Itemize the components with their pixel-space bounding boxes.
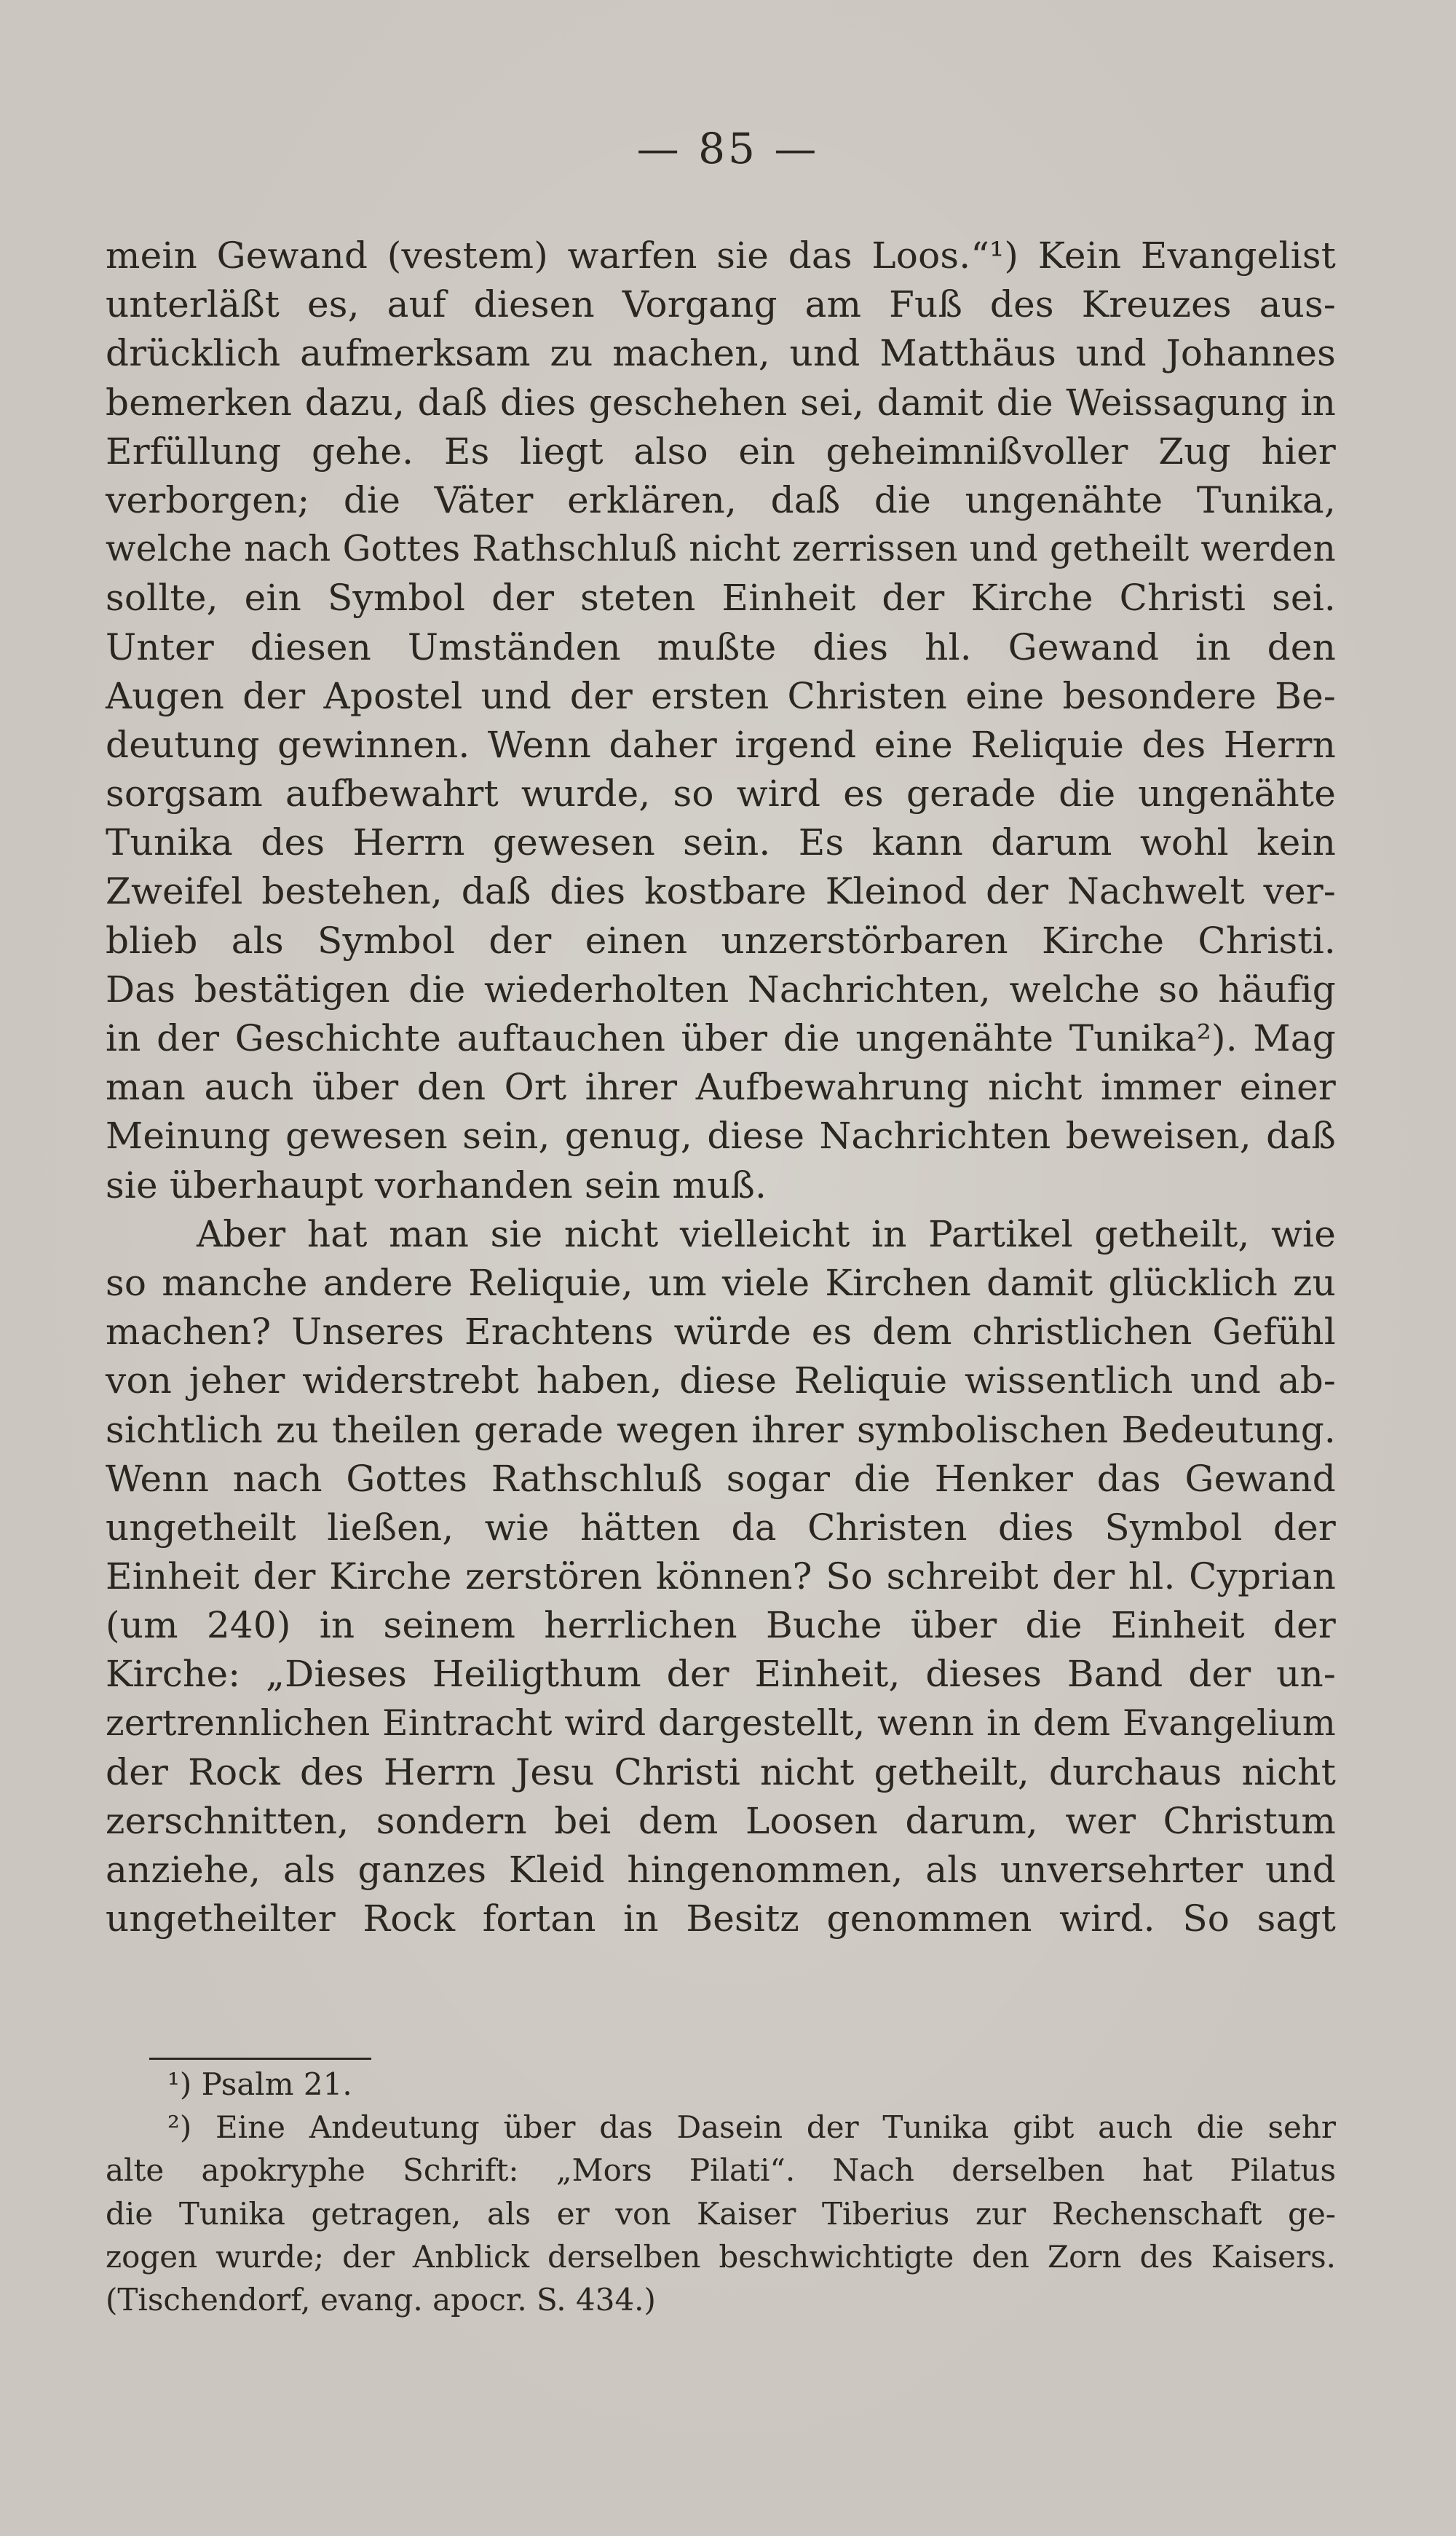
text-line: unterläßt es, auf diesen Vorgang am Fuß des Kreuzes aus- xyxy=(106,283,1336,326)
text-line: Einheit der Kirche zerstören können? So schreibt der hl. Cyprian xyxy=(106,1555,1336,1598)
text-line: sollte, ein Symbol der steten Einheit der Kirche Christi sei. xyxy=(106,577,1336,620)
page-number: — 85 — xyxy=(636,124,820,173)
text-line: Zweifel bestehen, daß dies kostbare Kleinod der Nachwelt ver- xyxy=(106,870,1336,913)
text-line: Unter diesen Umständen mußte dies hl. Gewand in den xyxy=(106,625,1336,668)
footnote-line: alte apokryphe Schrift: „Mors Pilati“. Nach derselben hat Pilatus xyxy=(106,2152,1336,2189)
text-line: zerschnitten, sondern bei dem Loosen darum, wer Christum xyxy=(106,1800,1336,1842)
footnote-divider xyxy=(149,2058,371,2060)
footnotes xyxy=(106,2063,1336,2321)
text-line: welche nach Gottes Rathschluß nicht zerrissen und getheilt werden xyxy=(106,529,1336,570)
text-line: so manche andere Reliquie, um viele Kirchen damit glücklich zu xyxy=(106,1261,1336,1304)
text-line: sorgsam aufbewahrt wurde, so wird es gerade die ungenähte xyxy=(106,773,1336,815)
text-line: Augen der Apostel und der ersten Christen eine besondere Be- xyxy=(106,674,1336,717)
text-line: Kirche: „Dieses Heiligthum der Einheit, dieses Band der un- xyxy=(106,1653,1336,1696)
text-line: Wenn nach Gottes Rathschluß sogar die Henker das Gewand xyxy=(106,1457,1336,1500)
text-line: sichtlich zu theilen gerade wegen ihrer symbolischen Bedeutung. xyxy=(106,1408,1336,1451)
footnote-line: (Tischendorf, evang. apocr. S. 434.) xyxy=(106,2281,656,2318)
text-line: sie überhaupt vorhanden sein muß. xyxy=(106,1164,767,1206)
footnote-line: ²) Eine Andeutung über das Dasein der Tunika gibt auch die sehr xyxy=(167,2109,1336,2146)
text-line: drücklich aufmerksam zu machen, und Matthäus und Johannes xyxy=(106,332,1336,375)
text-line: deutung gewinnen. Wenn daher irgend eine Reliquie des Herrn xyxy=(106,723,1336,766)
text-line: blieb als Symbol der einen unzerstörbaren Kirche Christi. xyxy=(106,919,1336,962)
text-line: verborgen; die Väter erklären, daß die ungenähte Tunika, xyxy=(106,478,1336,521)
footnote-line: die Tunika getragen, als er von Kaiser Tiberius zur Rechenschaft ge- xyxy=(106,2195,1336,2232)
text-line: Tunika des Herrn gewesen sein. Es kann darum wohl kein xyxy=(106,821,1336,864)
text-line: machen? Unseres Erachtens würde es dem christlichen Gefühl xyxy=(106,1311,1336,1354)
text-line: Meinung gewesen sein, genug, diese Nachrichten beweisen, daß xyxy=(106,1115,1336,1158)
text-line: (um 240) in seinem herrlichen Buche über die Einheit der xyxy=(106,1604,1336,1647)
footnote-line: ¹) Psalm 21. xyxy=(167,2066,352,2102)
footnote-line: zogen wurde; der Anblick derselben beschwichtigte den Zorn des Kaisers. xyxy=(106,2238,1336,2275)
text-line: von jeher widerstrebt haben, diese Reliquie wissentlich und ab- xyxy=(106,1359,1336,1402)
text-line: Aber hat man sie nicht vielleicht in Partikel getheilt, wie xyxy=(197,1212,1336,1255)
text-line: ungetheilter Rock fortan in Besitz genommen wird. So sagt xyxy=(106,1897,1336,1940)
text-line: bemerken dazu, daß dies geschehen sei, damit die Weissagung in xyxy=(106,381,1336,424)
body-text xyxy=(106,232,1336,1944)
text-line: der Rock des Herrn Jesu Christi nicht getheilt, durchaus nicht xyxy=(106,1750,1336,1793)
text-line: anziehe, als ganzes Kleid hingenommen, als unversehrter und xyxy=(106,1849,1336,1892)
text-line: zertrennlichen Eintracht wird dargestellt, wenn in dem Evangelium xyxy=(106,1702,1336,1744)
text-line: mein Gewand (vestem) warfen sie das Loos.“¹) Kein Evangelist xyxy=(106,234,1336,277)
text-line: in der Geschichte auftauchen über die ungenähte Tunika²). Mag xyxy=(106,1017,1336,1059)
text-line: Das bestätigen die wiederholten Nachrichten, welche so häufig xyxy=(106,968,1336,1011)
text-line: ungetheilt ließen, wie hätten da Christen dies Symbol der xyxy=(106,1506,1336,1549)
text-line: Erfüllung gehe. Es liegt also ein geheimnißvoller Zug hier xyxy=(106,430,1336,473)
text-line: man auch über den Ort ihrer Aufbewahrung nicht immer einer xyxy=(106,1066,1336,1109)
